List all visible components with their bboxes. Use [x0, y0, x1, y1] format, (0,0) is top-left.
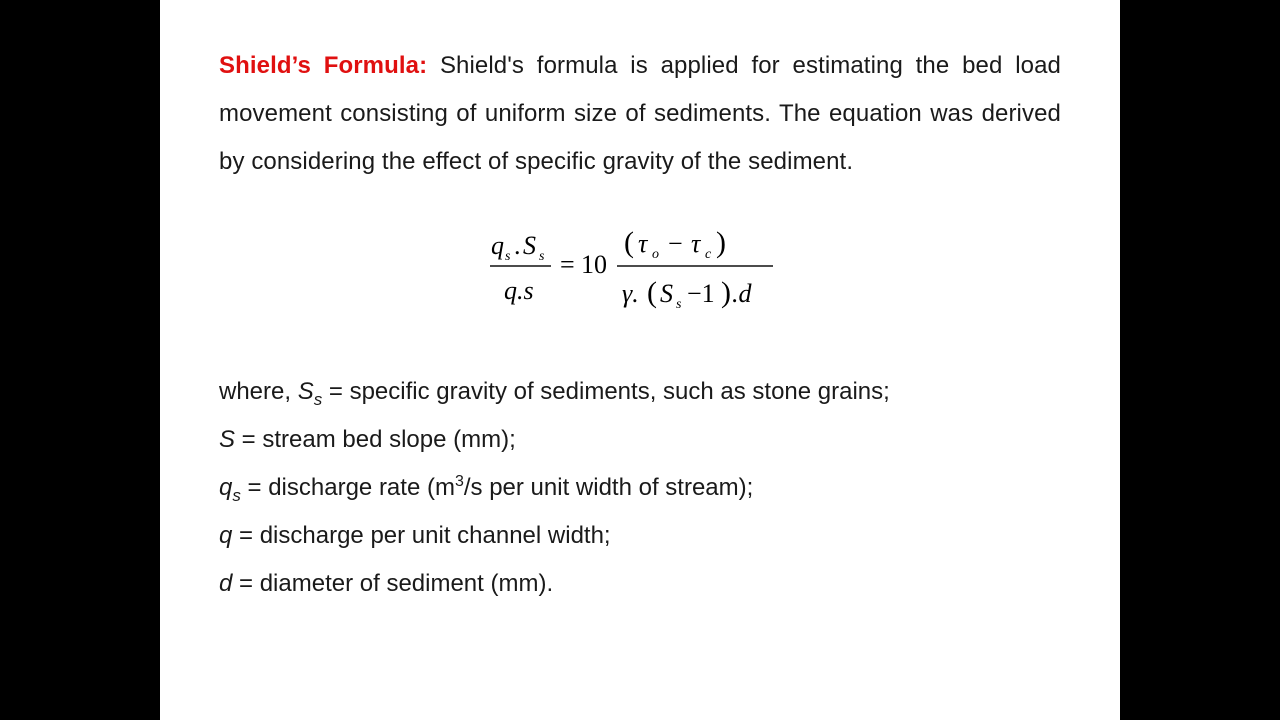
definition-symbol: S: [297, 378, 314, 405]
lhs-denominator: q.s: [504, 276, 534, 305]
rhs-den-close-paren: ): [721, 276, 731, 309]
coefficient: 10: [581, 250, 607, 279]
rhs-den-S: S: [660, 279, 673, 308]
rhs-den-S-sub: s: [676, 297, 682, 312]
unit-superscript: 3: [454, 473, 464, 490]
variable-definitions: [219, 368, 1079, 608]
lhs-num-S-sub: s: [539, 249, 545, 264]
definition-text: = stream bed slope (mm);: [235, 426, 516, 453]
rhs-den-gamma: γ.: [622, 279, 639, 308]
rhs-num-tau-c-sub: c: [705, 247, 712, 262]
definition-symbol: S: [219, 426, 236, 453]
rhs-den-open-paren: (: [647, 276, 657, 309]
rhs-num-open-paren: (: [624, 226, 634, 259]
rhs-den-d: .d: [732, 279, 752, 308]
equals-sign: =: [560, 250, 575, 279]
definition-text: = diameter of sediment (mm).: [232, 570, 554, 597]
rhs-num-close-paren: ): [716, 226, 726, 259]
rhs-num-tau-c: τ: [691, 229, 701, 258]
rhs-num-tau-o: τ: [638, 229, 648, 258]
definition-symbol: q: [219, 474, 233, 501]
lhs-num-q-sub: s: [505, 249, 511, 264]
intro-paragraph: [219, 42, 1061, 186]
definition-item: [219, 416, 1079, 464]
definition-item: [219, 464, 1079, 512]
definition-symbol: q: [219, 522, 233, 549]
definition-text: = discharge rate (m: [240, 474, 455, 501]
where-prefix: where,: [219, 378, 298, 405]
shields-formula-equation: [488, 222, 778, 318]
lhs-num-q: q: [491, 231, 504, 260]
slide: [160, 0, 1120, 720]
formula-graphic: [488, 222, 778, 318]
lhs-num-dot: .: [514, 231, 521, 260]
rhs-num-tau-o-sub: o: [652, 247, 659, 262]
definition-item: [219, 560, 1079, 608]
lhs-num-S: S: [523, 231, 536, 260]
definition-text: = specific gravity of sediments, such as stone grains;: [322, 378, 890, 405]
rhs-den-minus-one: −1: [687, 279, 715, 308]
definition-text-tail: /s per unit width of stream);: [463, 474, 754, 501]
definition-symbol-sub: s: [313, 390, 323, 409]
definition-item: [219, 512, 1079, 560]
definition-symbol: d: [219, 570, 233, 597]
rhs-num-minus: −: [668, 229, 683, 258]
intro-text: Shield's formula is applied for estimating the bed load movement consisting of uniform size of sediments. The equation was derived by considering the effect of specific gravity of the sediment.: [219, 52, 1061, 175]
definition-item: [219, 368, 1079, 416]
slide-heading: Shield’s Formula:: [219, 52, 428, 79]
definition-text: = discharge per unit channel width;: [232, 522, 611, 549]
definition-symbol-sub: s: [232, 486, 241, 505]
